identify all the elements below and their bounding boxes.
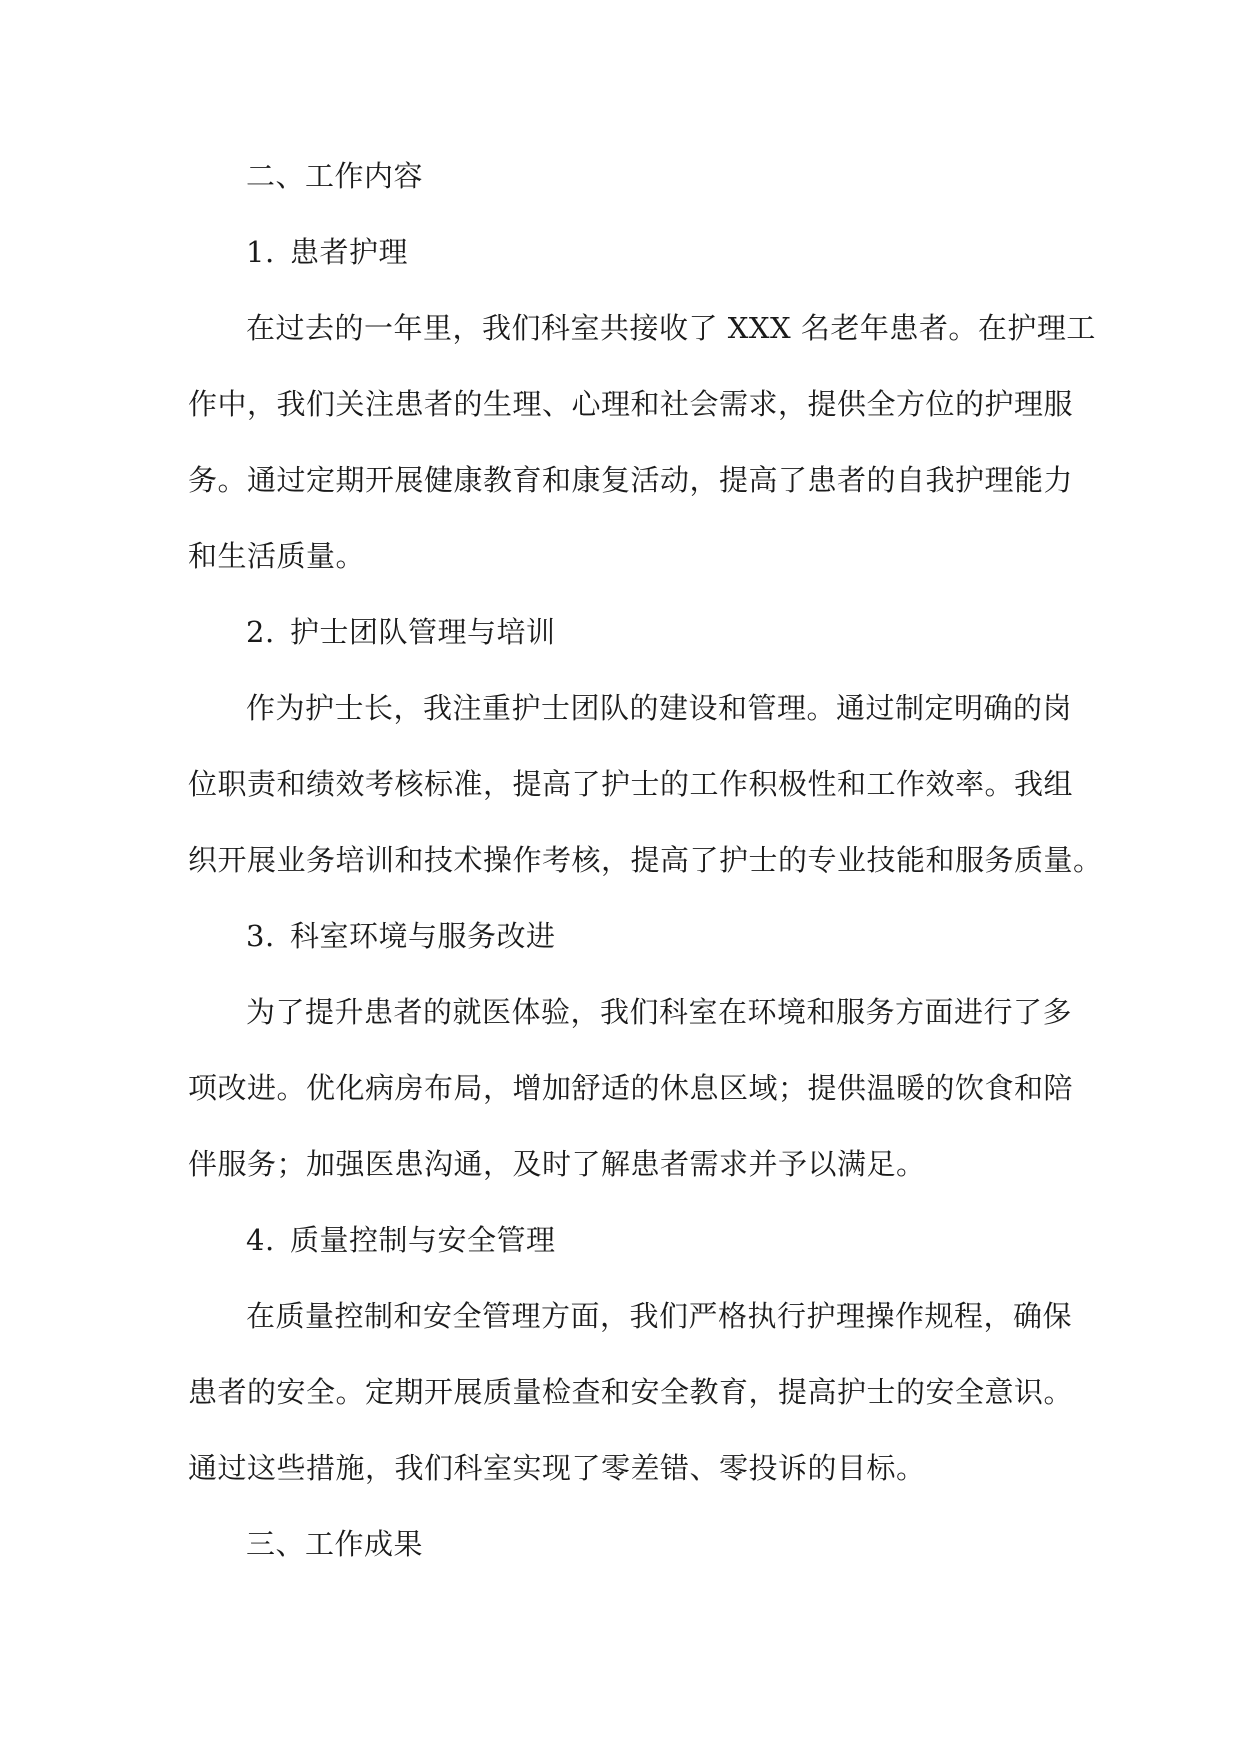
paragraph-line: 伴服务；加强医患沟通，及时了解患者需求并予以满足。	[188, 1147, 926, 1181]
section-heading-work-results: 三、工作成果	[246, 1527, 424, 1561]
document-body	[188, 138, 1103, 1582]
paragraph-line: 在质量控制和安全管理方面，我们严格执行护理操作规程，确保	[246, 1299, 1073, 1333]
paragraph-line: 通过这些措施，我们科室实现了零差错、零投诉的目标。	[188, 1451, 926, 1485]
item-title: 科室环境与服务改进	[290, 919, 556, 953]
item-number: 3.	[246, 919, 275, 953]
paragraph-line: 作中，我们关注患者的生理、心理和社会需求，提供全方位的护理服	[188, 387, 1074, 421]
section-heading-work-content: 二、工作内容	[246, 159, 424, 193]
paragraph-line: 位职责和绩效考核标准，提高了护士的工作积极性和工作效率。我组	[188, 767, 1074, 801]
paragraph-line: 在过去的一年里，我们科室共接收了 XXX 名老年患者。在护理工	[246, 311, 1096, 345]
paragraph-line: 为了提升患者的就医体验，我们科室在环境和服务方面进行了多	[246, 995, 1073, 1029]
item-title: 质量控制与安全管理	[290, 1223, 556, 1257]
paragraph-line: 务。通过定期开展健康教育和康复活动，提高了患者的自我护理能力	[188, 463, 1074, 497]
item-heading-nurse-team	[188, 594, 1058, 670]
item-title: 护士团队管理与培训	[290, 615, 556, 649]
item-heading-environment-service	[188, 898, 1058, 974]
paragraph-line: 织开展业务培训和技术操作考核，提高了护士的专业技能和服务质量。	[188, 843, 1103, 877]
paragraph-line: 和生活质量。	[188, 539, 366, 573]
paragraph-line: 作为护士长，我注重护士团队的建设和管理。通过制定明确的岗	[246, 691, 1073, 725]
item-title: 患者护理	[290, 235, 409, 269]
item-number: 1.	[246, 235, 275, 269]
paragraph-line: 患者的安全。定期开展质量检查和安全教育，提高护士的安全意识。	[188, 1375, 1074, 1409]
item-heading-quality-safety	[188, 1202, 1058, 1278]
item-number: 4.	[246, 1223, 275, 1257]
item-number: 2.	[246, 615, 275, 649]
paragraph-line: 项改进。优化病房布局，增加舒适的休息区域；提供温暖的饮食和陪	[188, 1071, 1074, 1105]
item-heading-patient-care	[188, 214, 1058, 290]
